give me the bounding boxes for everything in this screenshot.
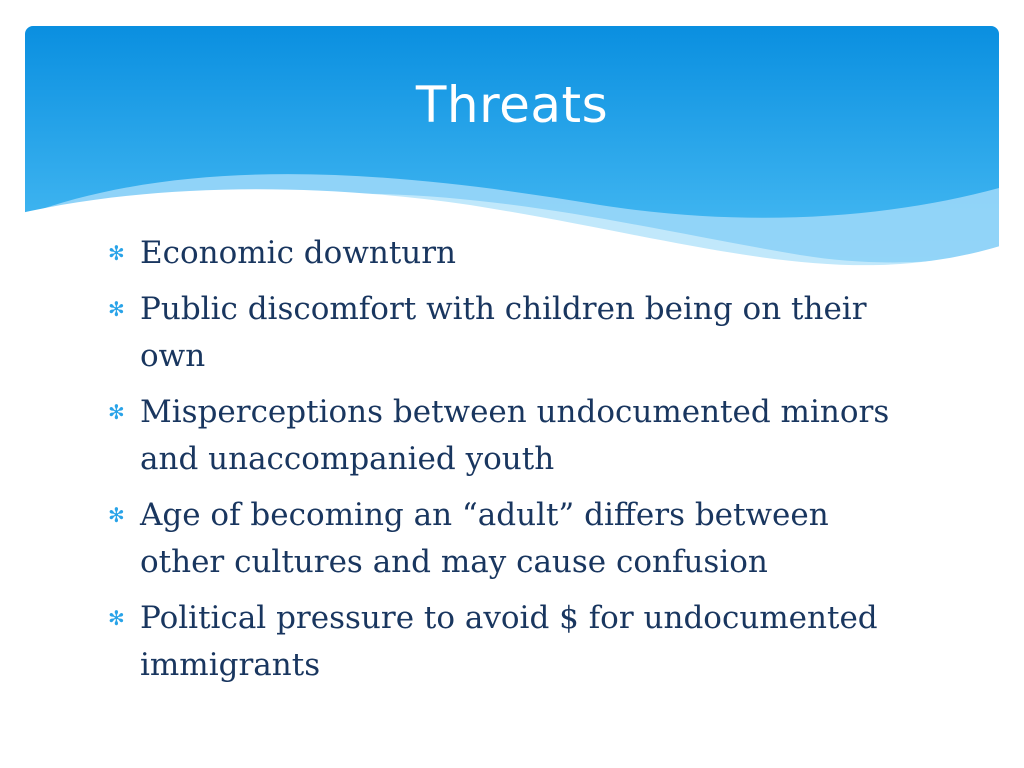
list-item	[104, 389, 904, 483]
bullet-text: Political pressure to avoid $ for undocumented immigrants	[140, 600, 878, 683]
asterisk-bullet-icon: ✻	[108, 297, 125, 321]
bullet-list	[104, 230, 904, 698]
bullet-text: Economic downturn	[140, 235, 457, 271]
slide-title: Threats	[415, 76, 609, 134]
bullet-text: Misperceptions between undocumented minors and unaccompanied youth	[140, 394, 890, 477]
list-item	[104, 492, 904, 586]
asterisk-bullet-icon: ✻	[108, 503, 125, 527]
asterisk-bullet-icon: ✻	[108, 241, 125, 265]
list-item	[104, 286, 904, 380]
list-item	[104, 230, 904, 277]
asterisk-bullet-icon: ✻	[108, 400, 125, 424]
asterisk-bullet-icon: ✻	[108, 606, 125, 630]
bullet-text: Age of becoming an “adult” differs between other cultures and may cause confusion	[140, 497, 829, 580]
bullet-text: Public discomfort with children being on their own	[140, 291, 867, 374]
list-item	[104, 595, 904, 689]
